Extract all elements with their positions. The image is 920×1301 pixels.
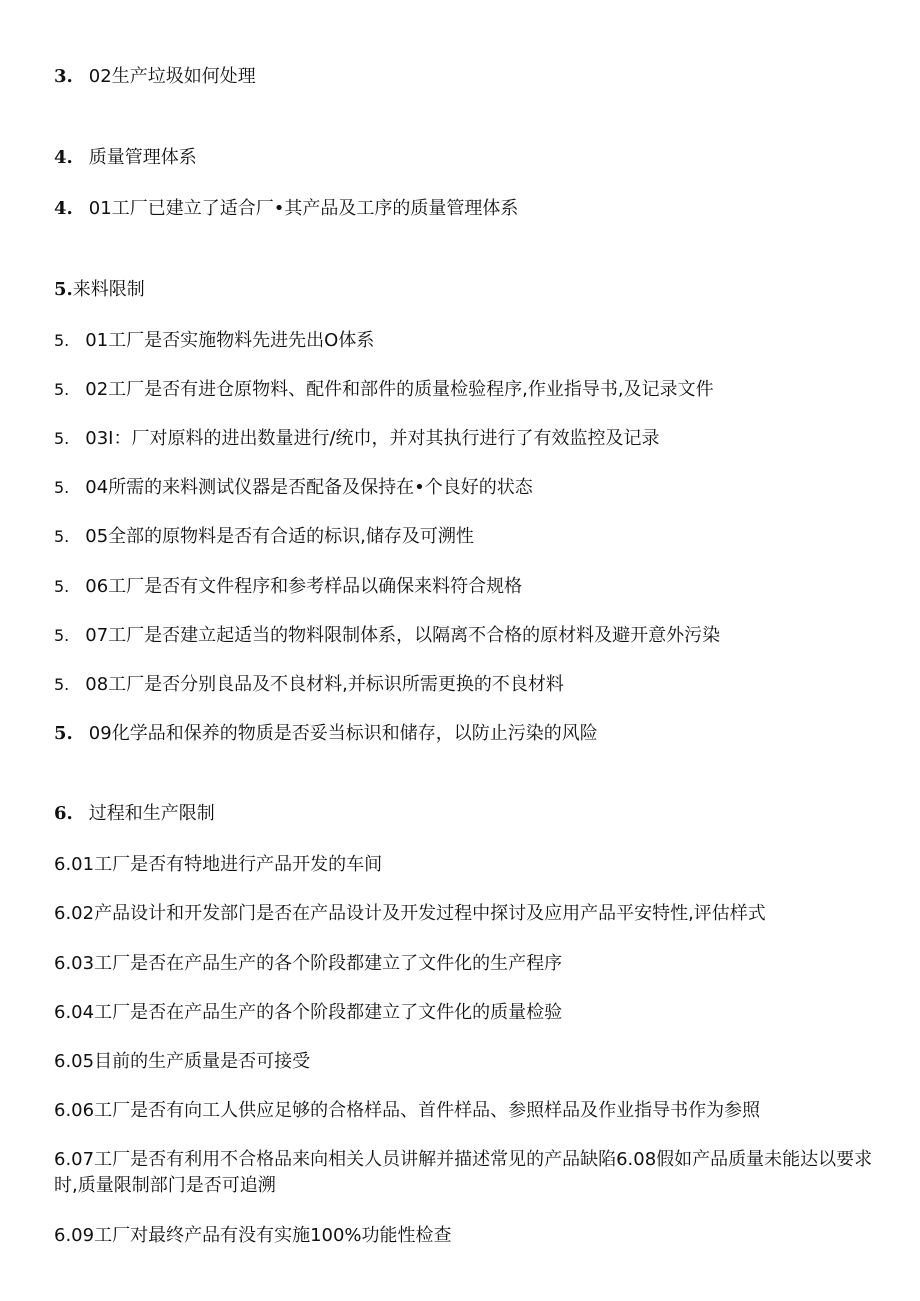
item-text: 04所需的来料测试仪器是否配备及保持在•个良好的状态 bbox=[85, 477, 533, 498]
item-6-09 bbox=[54, 1223, 900, 1249]
item-text: 6.06工厂是否有向工人供应足够的合格样品、首件样品、参照样品及作业指导书作为参照 bbox=[54, 1100, 761, 1121]
item-number: 5. bbox=[54, 577, 70, 596]
item-text: 08工厂是否分别良品及不良材料,并标识所需更换的不良材料 bbox=[85, 674, 564, 695]
item-text: 01工厂是否实施物料先进先出O体系 bbox=[85, 330, 375, 351]
item-number: 5. bbox=[54, 429, 70, 448]
section-title: 来料限制 bbox=[72, 279, 145, 300]
item-5-04 bbox=[54, 475, 900, 501]
item-text: 02生产垃圾如何处理 bbox=[88, 66, 256, 87]
item-number: 5. bbox=[54, 723, 73, 744]
item-3-02 bbox=[54, 64, 900, 90]
section-number: 6. bbox=[54, 803, 73, 824]
item-number: 5. bbox=[54, 478, 70, 497]
section-number: 4. bbox=[54, 147, 73, 168]
item-5-08 bbox=[54, 672, 900, 698]
item-6-02 bbox=[54, 901, 900, 927]
item-text: 6.09工厂对最终产品有没有实施100%功能性检查 bbox=[54, 1225, 452, 1246]
item-text: 6.05目前的生产质量是否可接受 bbox=[54, 1051, 311, 1072]
item-6-06 bbox=[54, 1098, 900, 1124]
item-5-01 bbox=[54, 328, 900, 354]
item-6-05 bbox=[54, 1049, 900, 1075]
item-number: 5. bbox=[54, 626, 70, 645]
item-5-03 bbox=[54, 426, 900, 452]
item-6-01 bbox=[54, 852, 900, 878]
section-heading-4 bbox=[54, 145, 900, 171]
item-5-06 bbox=[54, 574, 900, 600]
item-5-09 bbox=[54, 721, 900, 747]
section-heading-6 bbox=[54, 801, 900, 827]
item-number: 5. bbox=[54, 675, 70, 694]
item-5-02 bbox=[54, 377, 900, 403]
item-6-04 bbox=[54, 1000, 900, 1026]
section-title: 质量管理体系 bbox=[88, 147, 197, 168]
item-text: 05全部的原物料是否有合适的标识,储存及可溯性 bbox=[85, 526, 474, 547]
item-4-01 bbox=[54, 196, 900, 222]
item-5-05 bbox=[54, 524, 900, 550]
item-text: 6.02产品设计和开发部门是否在产品设计及开发过程中探讨及应用产品平安特性,评估样式 bbox=[54, 903, 766, 924]
item-text: 6.07工厂是否有利用不合格品来向相关人员讲解并描述常见的产品缺陷6.08假如产品质量未能达以要求时,质量限制部门是否可追溯 bbox=[54, 1149, 873, 1196]
item-5-07 bbox=[54, 623, 900, 649]
item-number: 5. bbox=[54, 527, 70, 546]
item-text: 6.01工厂是否有特地进行产品开发的车间 bbox=[54, 854, 383, 875]
item-6-07 bbox=[54, 1147, 894, 1199]
item-text: 6.04工厂是否在产品生产的各个阶段都建立了文件化的质量检验 bbox=[54, 1002, 563, 1023]
item-6-03 bbox=[54, 951, 900, 977]
item-text: 03I：厂对原料的进出数量进行/统巾，并对其执行进行了有效监控及记录 bbox=[85, 428, 660, 449]
section-heading-5 bbox=[54, 277, 900, 303]
item-text: 6.03工厂是否在产品生产的各个阶段都建立了文件化的生产程序 bbox=[54, 953, 563, 974]
section-title: 过程和生产限制 bbox=[88, 803, 215, 824]
item-text: 07工厂是否建立起适当的物料限制体系，以隔离不合格的原材料及避开意外污染 bbox=[85, 625, 721, 646]
item-text: 01工厂已建立了适合厂•其产品及工序的质量管理体系 bbox=[88, 198, 519, 219]
section-number: 5. bbox=[54, 279, 73, 300]
item-number: 3. bbox=[54, 66, 73, 87]
item-text: 06工厂是否有文件程序和参考样品以确保来料符合规格 bbox=[85, 576, 523, 597]
item-number: 5. bbox=[54, 380, 70, 399]
item-text: 02工厂是否有进仓原物料、配件和部件的质量检验程序,作业指导书,及记录文件 bbox=[85, 379, 714, 400]
item-number: 5. bbox=[54, 331, 70, 350]
item-number: 4. bbox=[54, 198, 73, 219]
item-text: 09化学品和保养的物质是否妥当标识和储存，以防止污染的风险 bbox=[88, 723, 598, 744]
